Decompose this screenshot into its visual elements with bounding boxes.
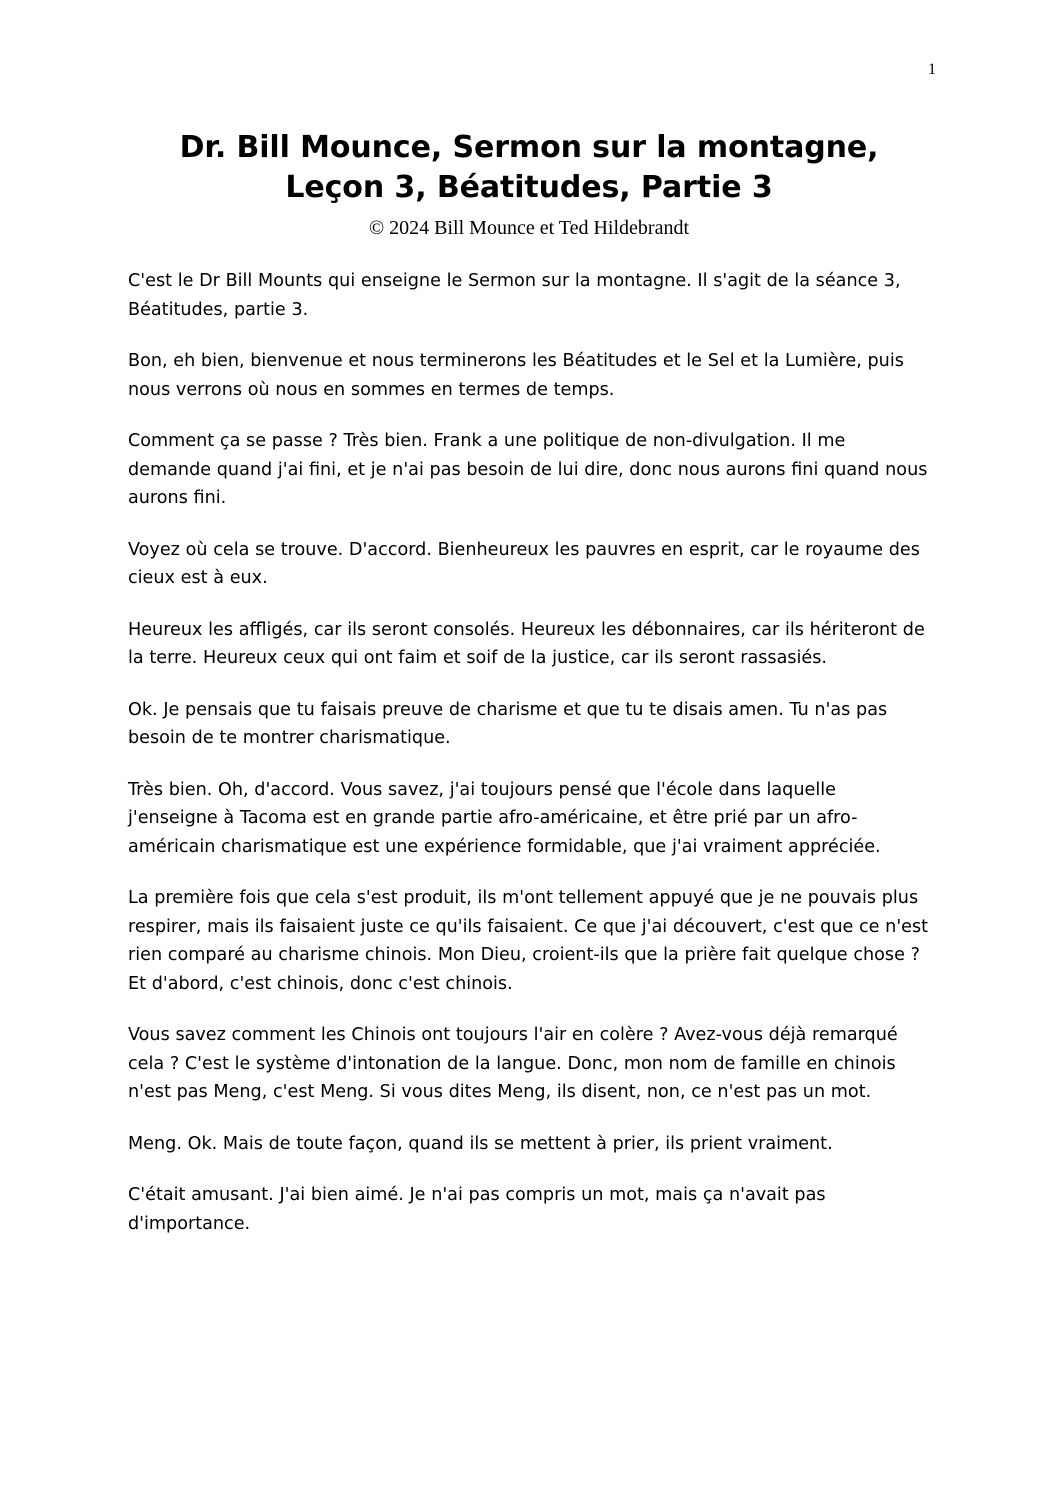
title-line-2: Leçon 3, Béatitudes, Partie 3: [285, 169, 773, 205]
paragraph: La première fois que cela s'est produit, ils m'ont tellement appuyé que je ne pouvais plus respirer, mais ils faisaient juste ce qu'ils faisaient. Ce que j'ai découvert, c'est que ce n'est rien comparé au charisme chinois. Mon Dieu, croient-ils que la prière fait quelque chose ? Et d'abord, c'est chinois, donc c'est chinois.: [128, 888, 929, 994]
title-line-1: Dr. Bill Mounce, Sermon sur la montagne,: [179, 130, 879, 165]
paragraph: Voyez où cela se trouve. D'accord. Bienheureux les pauvres en esprit, car le royaume des cieux est à eux.: [128, 539, 920, 589]
paragraph: Ok. Je pensais que tu faisais preuve de charisme et que tu te disais amen. Tu n'as pas besoin de te montrer charismatique.: [128, 699, 888, 749]
paragraph: C'était amusant. J'ai bien aimé. Je n'ai pas compris un mot, mais ça n'avait pas d'importance.: [128, 1185, 826, 1234]
paragraph: Bon, eh bien, bienvenue et nous terminerons les Béatitudes et le Sel et la Lumière, puis nous verrons où nous en sommes en termes de temps.: [128, 351, 904, 400]
paragraph: Vous savez comment les Chinois ont toujours l'air en colère ? Avez-vous déjà remarqué cela ? C'est le système d'intonation de la langue. Donc, mon nom de famille en chinois n'est pas Meng, c'est Meng. Si vous dites Meng, ils disent, non, ce n'est pas un mot.: [128, 1025, 898, 1103]
paragraph: Comment ça se passe ? Très bien. Frank a une politique de non-divulgation. Il me demande quand j'ai fini, et je n'ai pas besoin de lui dire, donc nous aurons fini quand nous aurons fini.: [128, 431, 928, 509]
document-body: [128, 267, 930, 1238]
paragraph: Très bien. Oh, d'accord. Vous savez, j'ai toujours pensé que l'école dans laquelle j'enseigne à Tacoma est en grande partie afro-américaine, et être prié par un afro-américain charismatique est une expérience formidable, que j'ai vraiment appréciée.: [128, 779, 881, 857]
paragraph: C'est le Dr Bill Mounts qui enseigne le Sermon sur la montagne. Il s'agit de la séance 3, Béatitudes, partie 3.: [128, 271, 901, 320]
copyright-notice: © 2024 Bill Mounce et Ted Hildebrandt: [368, 217, 690, 240]
page-title: [128, 128, 930, 207]
paragraph: Heureux les affligés, car ils seront consolés. Heureux les débonnaires, car ils hériteront de la terre. Heureux ceux qui ont faim et soif de la justice, car ils seront rassasiés.: [128, 619, 925, 669]
page-number: 1: [928, 61, 936, 78]
paragraph: Meng. Ok. Mais de toute façon, quand ils se mettent à prier, ils prient vraiment.: [128, 1133, 833, 1154]
